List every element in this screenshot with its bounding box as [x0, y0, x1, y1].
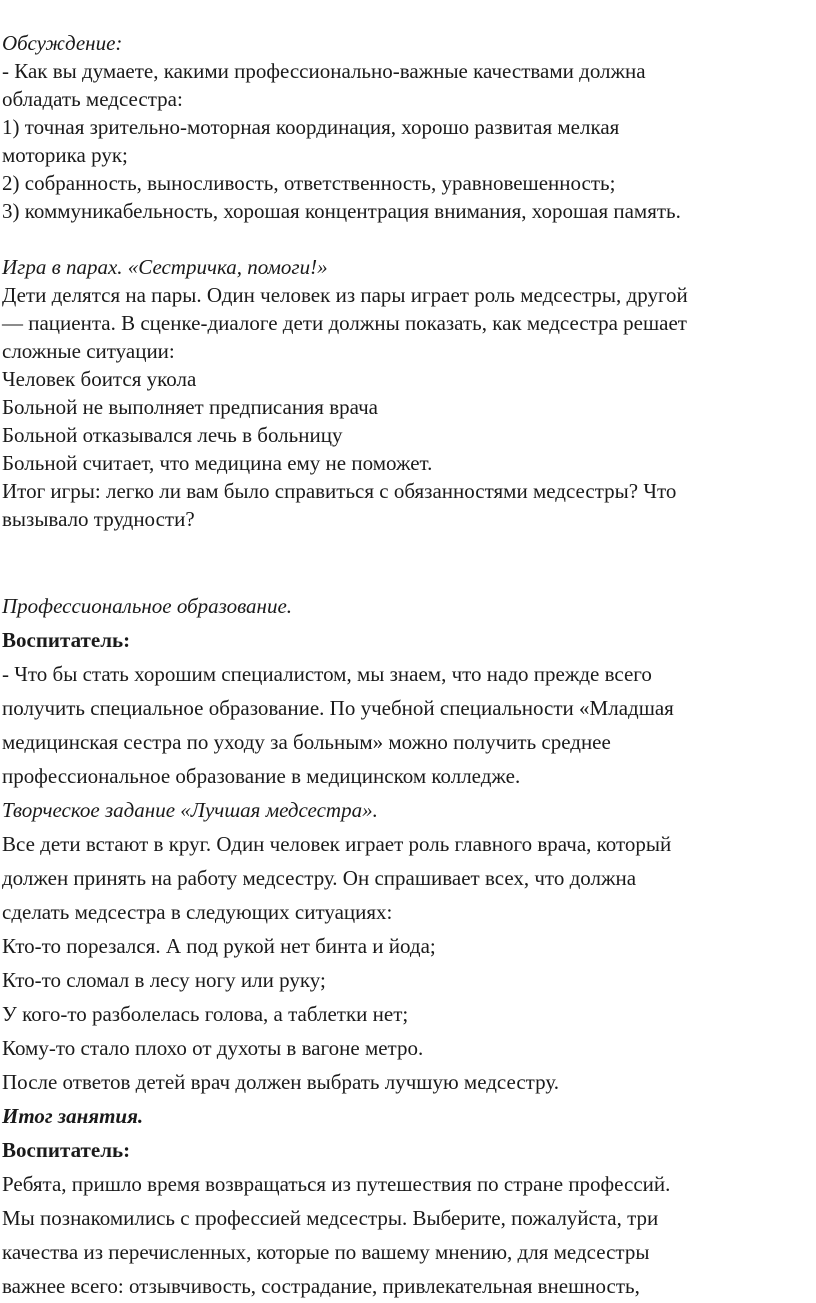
spacer — [2, 225, 812, 253]
list-item: Кому-то стало плохо от духоты в вагоне метро. — [2, 1036, 424, 1060]
paragraph-line: медицинская сестра по уходу за больным» можно получить среднее — [2, 730, 611, 754]
discussion-heading: Обсуждение: — [2, 31, 123, 55]
summary-heading: Итог занятия. — [2, 1104, 144, 1128]
list-item: Больной отказывался лечь в больницу — [2, 423, 343, 447]
paragraph-line: получить специальное образование. По учебной специальности «Младшая — [2, 696, 674, 720]
paragraph-line: сделать медсестра в следующих ситуациях: — [2, 900, 393, 924]
list-item: Человек боится укола — [2, 367, 197, 391]
paragraph-line: 1) точная зрительно-моторная координация, хорошо развитая мелкая — [2, 115, 620, 139]
paragraph-line: После ответов детей врач должен выбрать лучшую медсестру. — [2, 1070, 559, 1094]
speaker-label: Воспитатель: — [2, 1138, 131, 1162]
list-item: Кто-то порезался. А под рукой нет бинта и йода; — [2, 934, 436, 958]
game-heading: Игра в парах. «Сестричка, помоги!» — [2, 255, 328, 279]
paragraph-line: — пациента. В сценке-диалоге дети должны показать, как медсестра решает — [2, 311, 687, 335]
spacer — [2, 561, 812, 589]
paragraph-line: качества из перечисленных, которые по вашему мнению, для медсестры — [2, 1240, 650, 1264]
list-item: Больной считает, что медицина ему не поможет. — [2, 451, 433, 475]
paragraph-line: Итог игры: легко ли вам было справиться с обязанностями медсестры? Что — [2, 479, 677, 503]
paragraph-line: 3) коммуникабельность, хорошая концентрация внимания, хорошая память. — [2, 199, 681, 223]
paragraph-line: важнее всего: отзывчивость, сострадание, привлекательная внешность, — [2, 1274, 640, 1298]
paragraph-line: Все дети встают в круг. Один человек играет роль главного врача, который — [2, 832, 672, 856]
paragraph-line: обладать медсестра: — [2, 87, 183, 111]
paragraph-line: Ребята, пришло время возвращаться из путешествия по стране профессий. — [2, 1172, 671, 1196]
list-item: Кто-то сломал в лесу ногу или руку; — [2, 968, 326, 992]
list-item: У кого-то разболелась голова, а таблетки нет; — [2, 1002, 409, 1026]
paragraph-line: Дети делятся на пары. Один человек из пары играет роль медсестры, другой — [2, 283, 688, 307]
paragraph-line: моторика рук; — [2, 143, 128, 167]
speaker-label: Воспитатель: — [2, 628, 131, 652]
paragraph-line: Мы познакомились с профессией медсестры. Выберите, пожалуйста, три — [2, 1206, 659, 1230]
list-item: Больной не выполняет предписания врача — [2, 395, 378, 419]
paragraph-line: вызывало трудности? — [2, 507, 195, 531]
paragraph-line: должен принять на работу медсестру. Он спрашивает всех, что должна — [2, 866, 637, 890]
paragraph-line: сложные ситуации: — [2, 339, 175, 363]
document-page — [2, 29, 812, 1303]
paragraph-line: - Что бы стать хорошим специалистом, мы знаем, что надо прежде всего — [2, 662, 652, 686]
paragraph-line: профессиональное образование в медицинском колледже. — [2, 764, 521, 788]
spacer — [2, 533, 812, 561]
paragraph-line: - Как вы думаете, какими профессионально-важные качествами должна — [2, 59, 646, 83]
paragraph-line: 2) собранность, выносливость, ответственность, уравновешенность; — [2, 171, 616, 195]
creative-task-heading: Творческое задание «Лучшая медсестра». — [2, 798, 378, 822]
education-heading: Профессиональное образование. — [2, 594, 293, 618]
